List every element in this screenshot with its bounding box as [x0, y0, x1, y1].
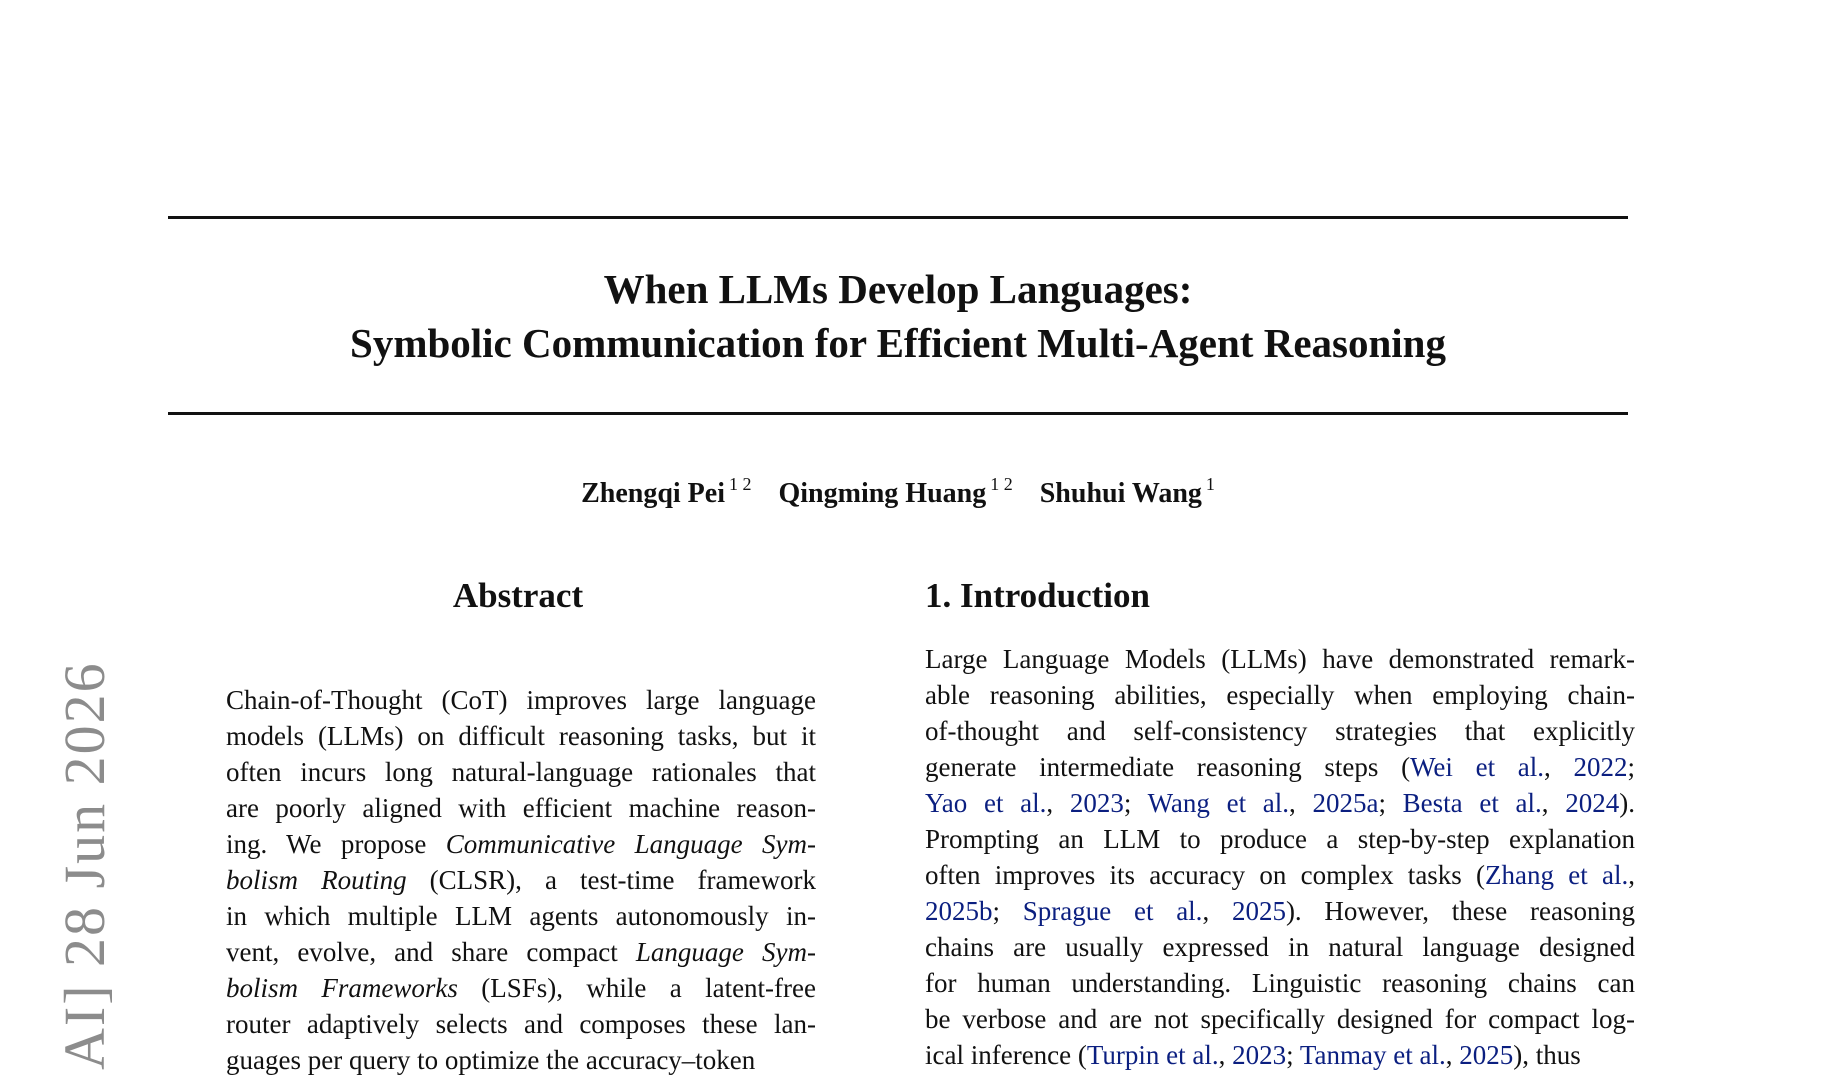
- introduction-line: [925, 1037, 1635, 1073]
- emphasized-text: bolism Frameworks: [226, 973, 458, 1003]
- text-run: ical inference (: [925, 1040, 1087, 1070]
- citation-link[interactable]: Wang et al.: [1147, 788, 1290, 818]
- text-run: guages per query to optimize the accuracy–token: [226, 1045, 756, 1075]
- text-run: ,: [1202, 896, 1232, 926]
- citation-link[interactable]: Zhang et al.: [1485, 860, 1629, 890]
- text-run: ,: [1628, 860, 1635, 890]
- author-affiliation: 1 2: [729, 474, 752, 494]
- author: [779, 474, 1013, 510]
- introduction-line: [925, 641, 1635, 677]
- text-run: router adaptively selects and composes these lan-: [226, 1009, 816, 1039]
- abstract-line: [226, 790, 816, 826]
- introduction-line: [925, 965, 1635, 1001]
- author-affiliation: 1 2: [990, 474, 1013, 494]
- title-line-1: When LLMs Develop Languages:: [603, 266, 1193, 312]
- text-run: be verbose and are not specifically designed for compact log-: [925, 1004, 1635, 1034]
- abstract-line: [226, 862, 816, 898]
- citation-link[interactable]: 2024: [1565, 788, 1620, 818]
- text-run: Chain-of-Thought (CoT) improves large language: [226, 685, 816, 715]
- title-top-rule: [168, 216, 1628, 219]
- text-run: ;: [992, 896, 1023, 926]
- author-name: Qingming Huang: [778, 478, 987, 509]
- abstract-line: [226, 970, 816, 1006]
- text-run: chains are usually expressed in natural language designed: [925, 932, 1635, 962]
- introduction-line: [925, 785, 1635, 821]
- citation-link[interactable]: 2025b: [925, 896, 993, 926]
- text-run: ). However, these reasoning: [1285, 896, 1635, 926]
- text-run: generate intermediate reasoning steps (: [925, 752, 1411, 782]
- text-run: ,: [1541, 788, 1566, 818]
- citation-link[interactable]: Yao et al.: [925, 788, 1047, 818]
- introduction-line: [925, 893, 1635, 929]
- citation-link[interactable]: 2025: [1459, 1040, 1514, 1070]
- introduction-line: [925, 1001, 1635, 1037]
- citation-link[interactable]: 2025: [1231, 896, 1286, 926]
- text-run: ;: [1123, 788, 1148, 818]
- introduction-body: [925, 641, 1635, 1073]
- citation-link[interactable]: 2023: [1069, 788, 1124, 818]
- author: [581, 474, 751, 510]
- abstract-line: [226, 682, 816, 718]
- citation-link[interactable]: 2022: [1573, 752, 1628, 782]
- citation-link[interactable]: Turpin et al.: [1086, 1040, 1219, 1070]
- introduction-line: [925, 713, 1635, 749]
- author-name: Zhengqi Pei: [581, 478, 725, 509]
- citation-link[interactable]: Sprague et al.: [1022, 896, 1203, 926]
- text-run: (CLSR), a test-time framework: [406, 865, 816, 895]
- author-affiliation: 1: [1205, 474, 1215, 494]
- text-run: for human understanding. Linguistic reasoning chains can: [925, 968, 1635, 998]
- text-run: vent, evolve, and share compact: [226, 937, 636, 967]
- arxiv-side-stamp: AI] 28 Jun 2026: [52, 661, 117, 1070]
- title-line-2: Symbolic Communication for Efficient Multi-Agent Reasoning: [350, 320, 1446, 366]
- title-bottom-rule: [168, 412, 1628, 415]
- citation-link[interactable]: Besta et al.: [1402, 788, 1542, 818]
- abstract-line: [226, 1042, 816, 1078]
- text-run: ,: [1218, 1040, 1233, 1070]
- text-run: often improves its accuracy on complex tasks (: [925, 860, 1486, 890]
- citation-link[interactable]: 2025a: [1312, 788, 1379, 818]
- author-name: Shuhui Wang: [1039, 478, 1202, 509]
- abstract-line: [226, 898, 816, 934]
- text-run: ;: [1286, 1040, 1300, 1070]
- emphasized-text: Communicative Language Sym-: [445, 829, 817, 859]
- text-run: in which multiple LLM agents autonomously in-: [226, 901, 816, 931]
- text-run: are poorly aligned with efficient machine reason-: [226, 793, 816, 823]
- text-run: ,: [1445, 1040, 1460, 1070]
- introduction-heading: 1. Introduction: [925, 576, 1150, 615]
- text-run: often incurs long natural-language rationales that: [226, 757, 816, 787]
- introduction-line: [925, 677, 1635, 713]
- text-run: ,: [1289, 788, 1313, 818]
- introduction-line: [925, 929, 1635, 965]
- abstract-heading: Abstract: [452, 576, 584, 615]
- text-run: (LSFs), while a latent-free: [457, 973, 816, 1003]
- introduction-line: [925, 821, 1635, 857]
- text-run: of-thought and self-consistency strategies that explicitly: [925, 716, 1635, 746]
- text-run: ing. We propose: [226, 829, 446, 859]
- author: [1040, 474, 1215, 510]
- abstract-body: [226, 682, 816, 1078]
- author-list: [168, 474, 1628, 510]
- text-run: Large Language Models (LLMs) have demonstrated remark-: [925, 644, 1635, 674]
- citation-link[interactable]: Tanmay et al.: [1299, 1040, 1446, 1070]
- introduction-line: [925, 749, 1635, 785]
- abstract-line: [226, 826, 816, 862]
- text-run: ), thus: [1513, 1040, 1581, 1070]
- emphasized-text: bolism Routing: [226, 865, 407, 895]
- paper-title: [168, 262, 1628, 370]
- text-run: able reasoning abilities, especially when employing chain-: [925, 680, 1635, 710]
- abstract-line: [226, 754, 816, 790]
- abstract-line: [226, 1006, 816, 1042]
- citation-link[interactable]: 2023: [1232, 1040, 1287, 1070]
- citation-link[interactable]: Wei et al.: [1410, 752, 1545, 782]
- text-run: ;: [1627, 752, 1635, 782]
- text-run: Prompting an LLM to produce a step-by-step explanation: [925, 824, 1635, 854]
- text-run: ;: [1378, 788, 1403, 818]
- text-run: models (LLMs) on difficult reasoning tasks, but it: [226, 721, 816, 751]
- introduction-line: [925, 857, 1635, 893]
- abstract-line: [226, 718, 816, 754]
- text-run: ,: [1046, 788, 1070, 818]
- text-run: ).: [1619, 788, 1635, 818]
- abstract-line: [226, 934, 816, 970]
- text-run: ,: [1544, 752, 1574, 782]
- emphasized-text: Language Sym-: [635, 937, 816, 967]
